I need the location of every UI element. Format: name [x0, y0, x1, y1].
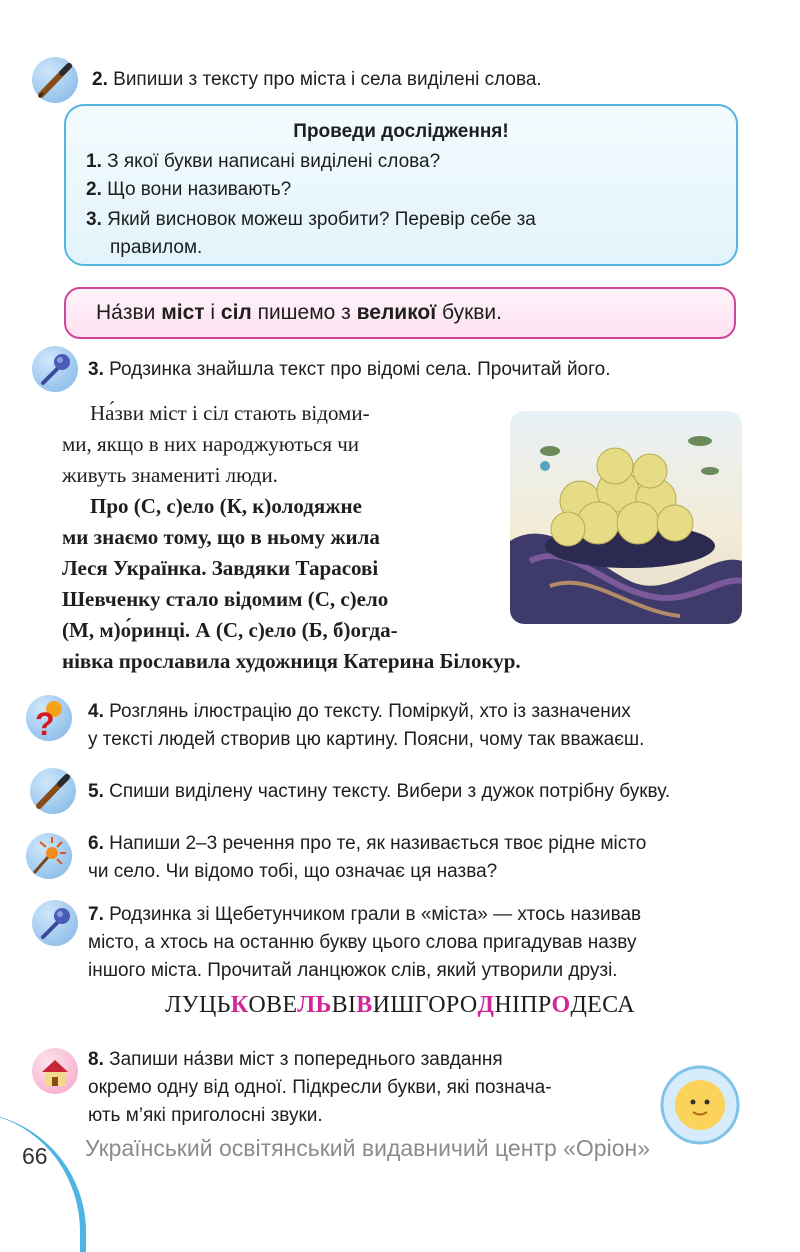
pen-icon: [32, 57, 78, 103]
house-icon: [32, 1048, 78, 1094]
research-title: Проведи дослідження!: [293, 121, 509, 142]
footer-arc-decoration: [0, 1112, 86, 1252]
painting-apples: [510, 411, 742, 624]
microphone-icon: [32, 900, 78, 946]
task-7: 7. Родзинка зі Щебетунчиком грали в «міста» — хтось називав місто, а хтось на останню букву цього слова пригадував назву іншого міста. Прочитай ланцюжок слів, який утворили друзі.: [88, 904, 642, 981]
sparkle-icon: [26, 833, 72, 879]
rule-text: На́зви міст і сіл пишемо з великої букви.: [96, 301, 502, 324]
task-2: [92, 66, 758, 94]
task-number: 2.: [92, 69, 108, 90]
task-5: 5. Спиши виділену частину тексту. Вибери з дужок потрібну букву.: [88, 781, 671, 802]
research-item-2: 2. Що вони називають?: [86, 179, 292, 200]
smiley-icon: [660, 1065, 740, 1145]
svg-text:?: ?: [35, 706, 55, 741]
question-sun-icon: [26, 695, 72, 741]
story-text: На́зви міст і сіл стають відоми- ми, якщо в них народжуються чи живуть знамениті люди. Про (С, с)ело (К, к)олодяжне ми знаємо тому, що в ньому жила Леся Українка. Завдяки Тарасові Шевченку стало відомим (С, с)ело (М, м)о́ринці. А (С, с)ело (Б, б)огда-: [62, 401, 398, 642]
microphone-icon: [32, 346, 78, 392]
publisher-line: Український освітянський видавничий центр «Оріон»: [85, 1135, 650, 1161]
research-box: [64, 104, 738, 266]
task-4: 4. Розглянь ілюстрацію до тексту. Поміркуй, хто із зазначених у тексті людей створив цю картину. Поясни, чому так вважаєш.: [88, 701, 645, 750]
pen-icon: [30, 768, 76, 814]
word-chain: ЛУЦЬКОВЕЛЬВІВИШГОРОДНІПРОДЕСА: [165, 992, 635, 1018]
research-item-1: 1. З якої букви написані виділені слова?: [86, 151, 441, 172]
task-text: Випиши з тексту про міста і села виділені слова.: [113, 69, 542, 90]
research-item-3-cont: правилом.: [110, 237, 203, 258]
page-number: 66: [22, 1143, 48, 1169]
story-last-line: нівка прославила художниця Катерина Білокур.: [62, 649, 521, 673]
research-item-3: 3. Який висновок можеш зробити? Перевір себе за: [86, 209, 536, 230]
task-6: 6. Напиши 2–3 речення про те, як називається твоє рідне місто чи село. Чи відомо тобі, що означає ця назва?: [88, 833, 647, 882]
task-3: 3. Родзинка знайшла текст про відомі села. Прочитай його.: [88, 359, 611, 380]
rule-box: [64, 287, 736, 339]
task-8: 8. Запиши на́зви міст з попереднього завдання окремо одну від одної. Підкресли букви, які познача- ють м’які приголосні звуки.: [88, 1049, 552, 1126]
